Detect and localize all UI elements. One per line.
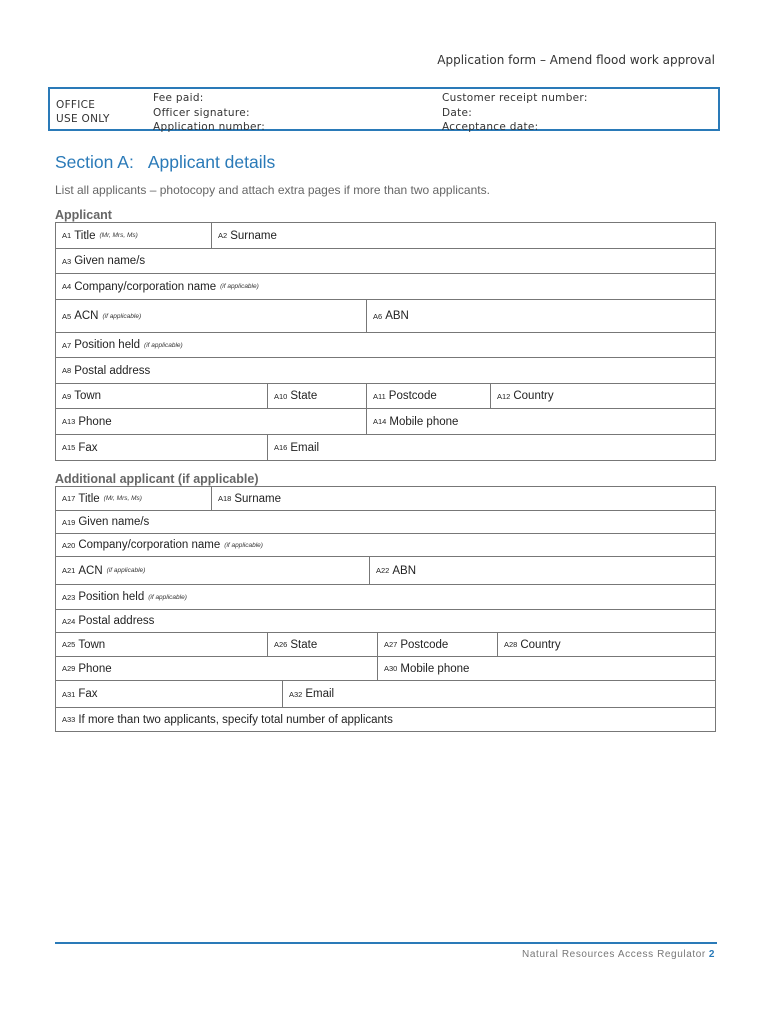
officer-signature-label: Officer signature: bbox=[153, 106, 250, 119]
table-row bbox=[56, 384, 715, 409]
footer-divider bbox=[55, 942, 717, 944]
table-row bbox=[56, 487, 715, 511]
table-row bbox=[56, 681, 715, 708]
a21-acn-field[interactable]: A21 ACN (if applicable) bbox=[62, 564, 146, 577]
table-row bbox=[56, 657, 715, 681]
table-row bbox=[56, 534, 715, 557]
table-row bbox=[56, 557, 715, 585]
a1-title-field[interactable]: A1 Title (Mr, Mrs, Ms) bbox=[62, 229, 138, 242]
a22-abn-field[interactable]: A22 ABN bbox=[369, 557, 715, 584]
a31-fax-field[interactable]: A31 Fax bbox=[62, 688, 98, 700]
a14-mobile-phone-field[interactable]: A14 Mobile phone bbox=[366, 409, 715, 434]
office-label-line1: OFFICE bbox=[56, 99, 96, 111]
table-row bbox=[56, 585, 715, 610]
table-row bbox=[56, 409, 715, 435]
a7-position-held-field[interactable]: A7 Position held (if applicable) bbox=[62, 339, 183, 351]
a2-surname-field[interactable]: A2 Surname bbox=[211, 223, 715, 248]
table-row bbox=[56, 249, 715, 274]
office-date-label: Date: bbox=[442, 106, 473, 119]
office-label-line2: USE ONLY bbox=[56, 113, 110, 125]
section-title bbox=[55, 152, 275, 173]
a9-town-field[interactable]: A9 Town bbox=[62, 390, 102, 402]
table-row bbox=[56, 633, 715, 657]
a11-postcode-field[interactable]: A11 Postcode bbox=[366, 384, 490, 408]
a23-position-held-field[interactable]: A23 Position held (if applicable) bbox=[62, 591, 187, 603]
a10-state-field[interactable]: A10 State bbox=[267, 384, 366, 408]
a32-email-field[interactable]: A32 Email bbox=[282, 681, 715, 707]
page-header-title: Application form – Amend flood work approval bbox=[437, 53, 715, 67]
office-use-label bbox=[56, 98, 110, 126]
a3-given-names-field[interactable]: A3 Given name/s bbox=[62, 255, 146, 267]
customer-receipt-label: Customer receipt number: bbox=[442, 92, 588, 104]
section-label: Section A: bbox=[55, 152, 134, 172]
a33-total-applicants-field[interactable]: A33 If more than two applicants, specify total number of applicants bbox=[62, 713, 393, 726]
additional-applicant-table bbox=[55, 486, 716, 732]
table-row bbox=[56, 610, 715, 633]
a30-mobile-phone-field[interactable]: A30 Mobile phone bbox=[377, 657, 715, 680]
a5-acn-field[interactable]: A5 ACN (if applicable) bbox=[62, 310, 142, 322]
a29-phone-field[interactable]: A29 Phone bbox=[62, 662, 112, 675]
additional-applicant-title: Additional applicant (if applicable) bbox=[55, 472, 259, 486]
a18-surname-field[interactable]: A18 Surname bbox=[211, 487, 715, 510]
a17-title-field[interactable]: A17 Title (Mr, Mrs, Ms) bbox=[62, 492, 142, 505]
office-use-box bbox=[48, 87, 720, 131]
table-row bbox=[56, 708, 715, 731]
section-intro: List all applicants – photocopy and attach extra pages if more than two applicants. bbox=[55, 183, 490, 197]
section-name: Applicant details bbox=[147, 152, 276, 172]
table-row bbox=[56, 435, 715, 460]
applicant-group-title: Applicant bbox=[55, 208, 112, 222]
table-row bbox=[56, 223, 715, 249]
table-row bbox=[56, 333, 715, 358]
a4-company-name-field[interactable]: A4 Company/corporation name (if applicable) bbox=[62, 280, 259, 293]
table-row bbox=[56, 274, 715, 300]
a20-company-name-field[interactable]: A20 Company/corporation name (if applicable) bbox=[62, 539, 263, 551]
applicant-table bbox=[55, 222, 716, 461]
application-number-label: Application number: bbox=[153, 121, 266, 133]
a8-postal-address-field[interactable]: A8 Postal address bbox=[62, 364, 151, 377]
a24-postal-address-field[interactable]: A24 Postal address bbox=[62, 615, 155, 627]
page-number: 2 bbox=[708, 949, 715, 960]
office-col-right bbox=[442, 91, 588, 135]
table-row bbox=[56, 358, 715, 384]
office-col-left bbox=[153, 91, 265, 135]
a25-town-field[interactable]: A25 Town bbox=[62, 638, 106, 651]
a12-country-field[interactable]: A12 Country bbox=[490, 384, 715, 408]
fee-paid-label: Fee paid: bbox=[153, 92, 204, 104]
a13-phone-field[interactable]: A13 Phone bbox=[62, 415, 112, 428]
acceptance-date-label: Acceptance date: bbox=[442, 121, 539, 133]
a6-abn-field[interactable]: A6 ABN bbox=[366, 300, 715, 332]
table-row bbox=[56, 511, 715, 534]
table-row bbox=[56, 300, 715, 333]
a16-email-field[interactable]: A16 Email bbox=[267, 435, 715, 460]
footer bbox=[522, 949, 715, 960]
a15-fax-field[interactable]: A15 Fax bbox=[62, 441, 98, 454]
footer-org: Natural Resources Access Regulator bbox=[522, 949, 706, 960]
a26-state-field[interactable]: A26 State bbox=[267, 633, 377, 656]
a28-country-field[interactable]: A28 Country bbox=[497, 633, 715, 656]
a27-postcode-field[interactable]: A27 Postcode bbox=[377, 633, 497, 656]
a19-given-names-field[interactable]: A19 Given name/s bbox=[62, 516, 150, 528]
